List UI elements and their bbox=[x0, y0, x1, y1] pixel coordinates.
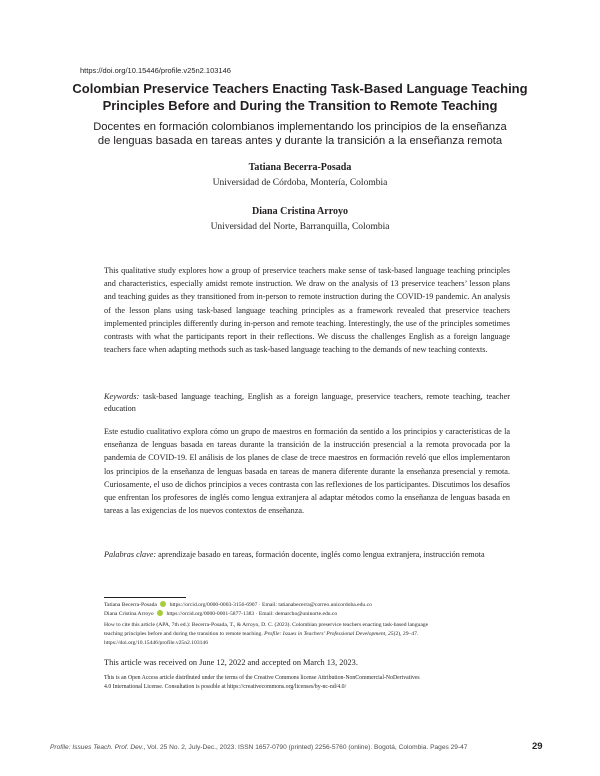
abstract-spanish: Este estudio cualitativo explora cómo un grupo de maestros en formación da sentido a los principios y características de la enseñanza de lenguas basada en tareas durante la transición de la instrucción presencial a la remota provocada por la pandemia de COVID-19. El análisis de los planes de clase de trece maestros en formación reveló que ellos implementaron los principios de la enseñanza de lenguas basada en tareas de manera diferente durante la enseñanza presencial y remota. Curiosamente, el uso de dichos principios a veces contrasta con las reflexiones de los participantes. Discutimos los desafíos que enfrentan los profesores de inglés como lengua extranjera al adaptar métodos como la enseñanza de lenguas basada en tareas a las exigencias de los nuevos contextos de enseñanza. bbox=[104, 427, 510, 516]
title-line-1: Colombian Preservice Teachers Enacting Task-Based Language Teaching bbox=[72, 81, 528, 96]
article-title bbox=[60, 80, 540, 114]
license-line-1: This is an Open Access article distributed under the terms of the Creative Commons license Attribution-NonCommercial-NoDerivatives bbox=[104, 675, 420, 681]
title-line-2: Principles Before and During the Transition to Remote Teaching bbox=[102, 98, 498, 113]
email-label-1: · Email: bbox=[258, 602, 277, 608]
page-footer bbox=[50, 744, 530, 751]
orcid-link-1[interactable]: https://orcid.org/0000-0003-3156-6907 bbox=[169, 602, 258, 608]
keywords-english-label: Keywords: bbox=[104, 392, 140, 401]
footnote-author-1-name: Tatiana Becerra-Posada bbox=[104, 602, 157, 608]
email-link-1[interactable]: tatianabecerra@correo.unicordoba.edu.co bbox=[278, 602, 372, 608]
orcid-link-2[interactable]: https://orcid.org/0000-0001-5877-1383 bbox=[166, 611, 255, 617]
citation-issue: (2), 29–47. bbox=[393, 631, 419, 637]
citation-line-1: How to cite this article (APA, 7th ed.): Becerra-Posada, T., & Arroyo, D. C. (2023). Colombian preservice teachers enacting task-based language bbox=[104, 622, 429, 628]
keywords-spanish-label: Palabras clave: bbox=[104, 550, 157, 559]
footnote-rule bbox=[104, 597, 186, 598]
doi-link[interactable]: https://doi.org/10.15446/profile.v25n2.103146 bbox=[80, 66, 231, 75]
citation-journal: Profile: Issues in Teachers’ Professional Development, 25 bbox=[264, 631, 394, 637]
author-name-2: Diana Cristina Arroyo bbox=[252, 206, 348, 217]
author-name-1: Tatiana Becerra-Posada bbox=[248, 162, 352, 173]
license-line-2: 4.0 International License. Consultation is possible at https://creativecommons.org/licenses/by-nc-nd/4.0/ bbox=[104, 684, 347, 690]
citation-doi-link[interactable]: https://doi.org/10.15446/profile.v25n2.103146 bbox=[104, 640, 209, 646]
footnote-author-2-name: Diana Cristina Arroyo bbox=[104, 611, 154, 617]
orcid-icon bbox=[157, 610, 163, 616]
subtitle-line-1: Docentes en formación colombianos implementando los principios de la enseñanza bbox=[93, 121, 507, 133]
received-accepted-note: This article was received on June 12, 2022 and accepted on March 13, 2023. bbox=[104, 658, 358, 667]
license-note bbox=[104, 674, 514, 692]
email-link-2[interactable]: demarcho@uninorte.edu.co bbox=[275, 611, 338, 617]
keywords-english bbox=[104, 391, 510, 416]
orcid-icon bbox=[160, 601, 166, 607]
page-number: 29 bbox=[532, 741, 543, 752]
subtitle-line-2: de lenguas basada en tareas antes y durante la transición a la enseñanza remota bbox=[97, 135, 503, 147]
citation-note bbox=[104, 621, 514, 648]
keywords-english-text: task-based language teaching, English as a foreign language, preservice teachers, remote teaching, teacher education bbox=[104, 392, 511, 414]
author-affiliation-1: Universidad de Córdoba, Montería, Colombia bbox=[212, 178, 388, 188]
citation-title-end: teaching principles before and during the transition to remote teaching. bbox=[104, 631, 263, 637]
footer-journal: Profile: Issues Teach. Prof. Dev. bbox=[50, 744, 144, 751]
abstract-english: This qualitative study explores how a group of preservice teachers make sense of task-based language teaching principles and characteristics, especially amidst remote instruction. We draw on the analysis of 13 preservice teachers’ lesson plans and teaching guides as they transitioned from in-person to remote instruction during the COVID-19 pandemic. An analysis of the lesson plans using task-based language teaching principles as a framework revealed that preservice teachers implemented principles differently during in-person and remote teaching. Interestingly, the use of the principles sometimes contrasts with what the participants report in their reflections. We discuss the challenges English as a foreign language teachers face when adapting methods such as task-based language teaching to the demands of new teaching contexts. bbox=[104, 266, 510, 355]
footnote-author-1 bbox=[104, 601, 514, 610]
footer-details: , Vol. 25 No. 2, July-Dec., 2023. ISSN 1657-0790 (printed) 2256-5760 (online). Bogotá, Colombia. Pages 29-47 bbox=[143, 744, 468, 751]
author-affiliation-2: Universidad del Norte, Barranquilla, Colombia bbox=[210, 222, 390, 232]
email-label-2: · Email: bbox=[255, 611, 274, 617]
keywords-spanish bbox=[104, 549, 510, 561]
footnote-author-2 bbox=[104, 610, 514, 619]
article-subtitle bbox=[60, 120, 540, 148]
keywords-spanish-text: aprendizaje basado en tareas, formación docente, inglés como lengua extranjera, instrucción remota bbox=[158, 550, 485, 559]
citation-line-2 bbox=[104, 630, 514, 639]
